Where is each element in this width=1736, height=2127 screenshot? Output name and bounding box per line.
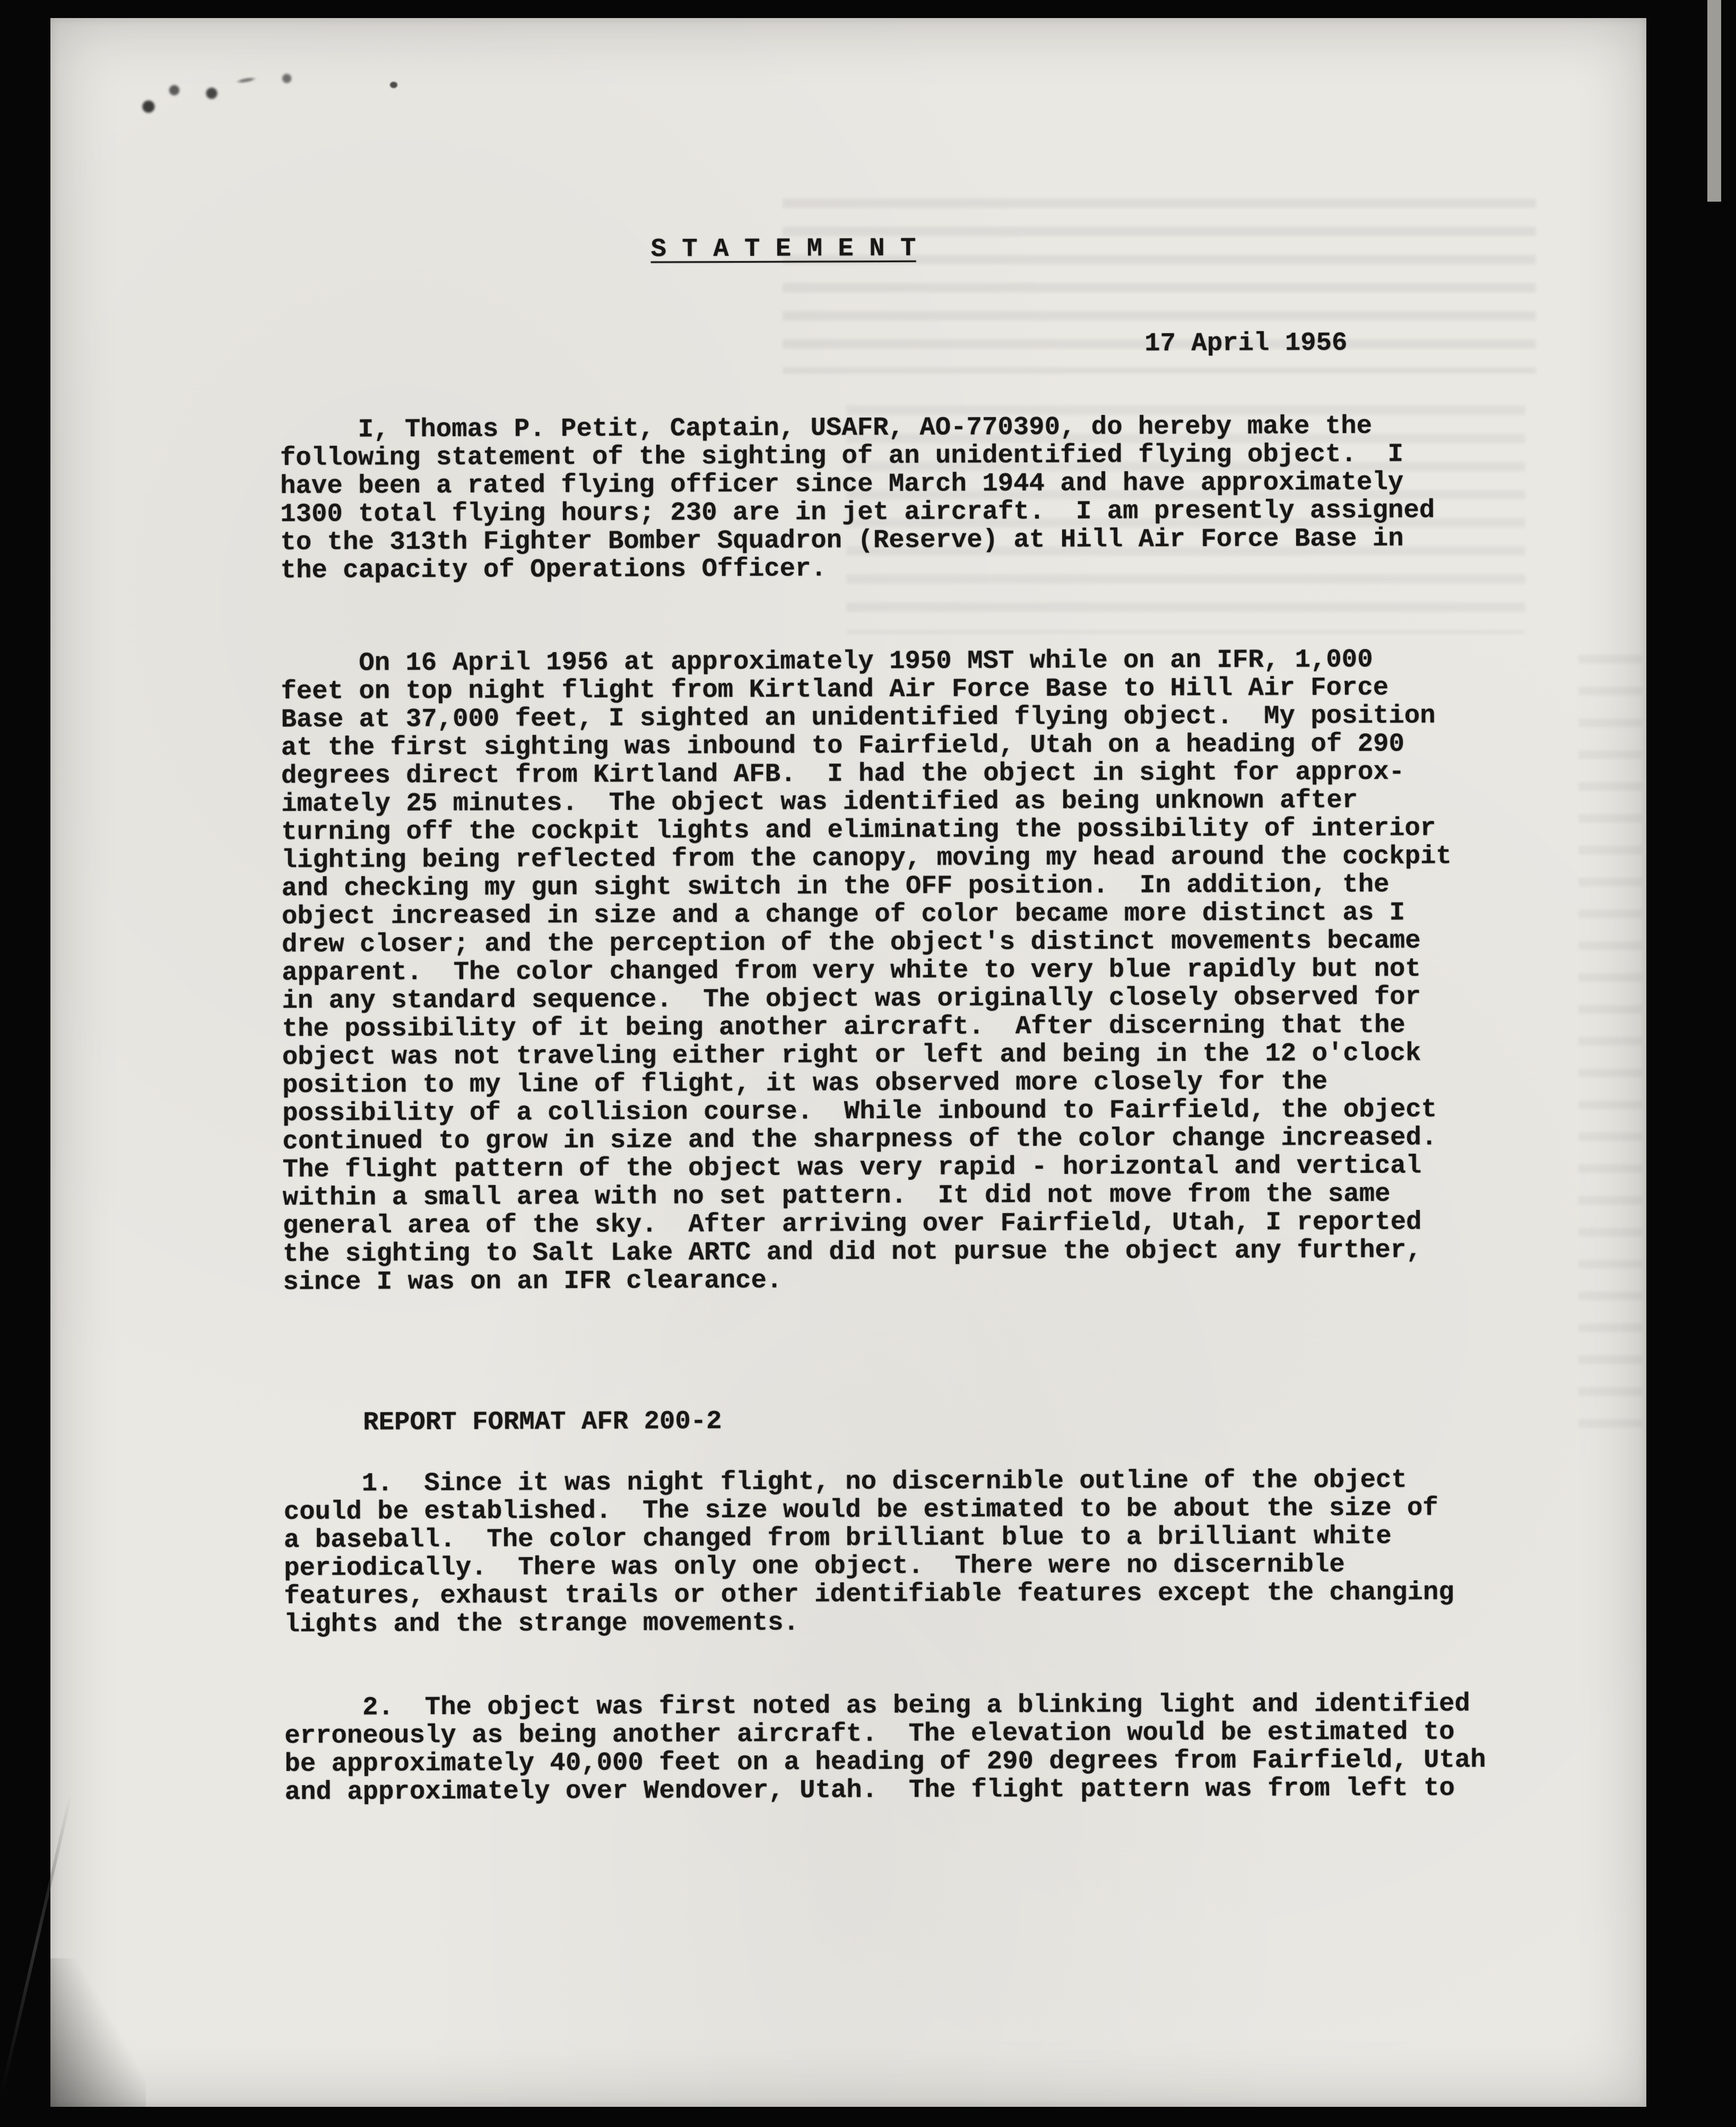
numbered-paragraph: 1. Since it was night flight, no discernible outline of the object could be established. The size would be estimated to be about the size of a baseball. The color changed from brilliant blue to a brilliant white periodically. There was only one object. There were no discernible features, exhaust trails or other identifiable features except the changing lights and the strange movements. <box>283 1465 1454 1639</box>
document-content <box>279 14 1569 1806</box>
document-date: 17 April 1956 <box>1144 327 1348 359</box>
document-title: S T A T E M E N T <box>650 233 916 264</box>
statement-paragraph: On 16 April 1956 at approximately 1950 MST while on an IFR, 1,000 feet on top night flight from Kirtland Air Force Base to Hill Air Force Base at 37,000 feet, I sighted an unidentified flying object. My position at the first sighting was inbound to Fairfield, Utah on a heading of 290 degrees direct from Kirtland AFB. I had the object in sight for approx- imately 25 minutes. The object was identified as being unknown after turning off the cockpit lights and eliminating the possibility of interior lighting being reflected from the canopy, moving my head around the cockpit and checking my gun sight switch in the OFF position. In addition, the object increased in size and a change of color became more distinct as I drew closer; and the perception of the object's distinct movements became apparent. The color changed from very white to very blue rapidly but not in any standard sequence. The object was originally closely observed for the possibility of it being another aircraft. After discerning that the object was not traveling either right or left and being in the 12 o'clock position to my line of flight, it was observed more closely for the possibility of a collision course. While inbound to Fairfield, the object continued to grow in size and the sharpness of the color change increased. The flight pattern of the object was very rapid - horizontal and vertical within a small area with no set pattern. It did not move from the same general area of the sky. After arriving over Fairfield, Utah, I reported the sighting to Salt Lake ARTC and did not pursue the object any further, since I was on an IFR clearance. <box>281 644 1452 1297</box>
bleed-through-text <box>1578 655 1642 1451</box>
statement-paragraph: I, Thomas P. Petit, Captain, USAFR, AO-770390, do hereby make the following statement of the sighting of an unidentified flying object. I have been a rated flying officer since March 1944 and have approximately 1300 total flying hours; 230 are in jet aircraft. I am presently assigned to the 313th Fighter Bomber Squadron (Reserve) at Hill Air Force Base in the capacity of Operations Officer. <box>280 411 1435 585</box>
scan-corner-shadow <box>50 1958 146 2107</box>
section-heading: REPORT FORMAT AFR 200-2 <box>363 1406 722 1438</box>
scan-edge-artifact <box>1707 0 1721 202</box>
scanned-paper-sheet <box>50 18 1646 2107</box>
numbered-paragraph: 2. The object was first noted as being a blinking light and identified erroneously as being another aircraft. The elevation would be estimated to be approximately 40,000 feet on a heading of 290 degrees from Fairfield, Utah and approximately over Wendover, Utah. The flight pattern was from left to <box>284 1689 1486 1807</box>
